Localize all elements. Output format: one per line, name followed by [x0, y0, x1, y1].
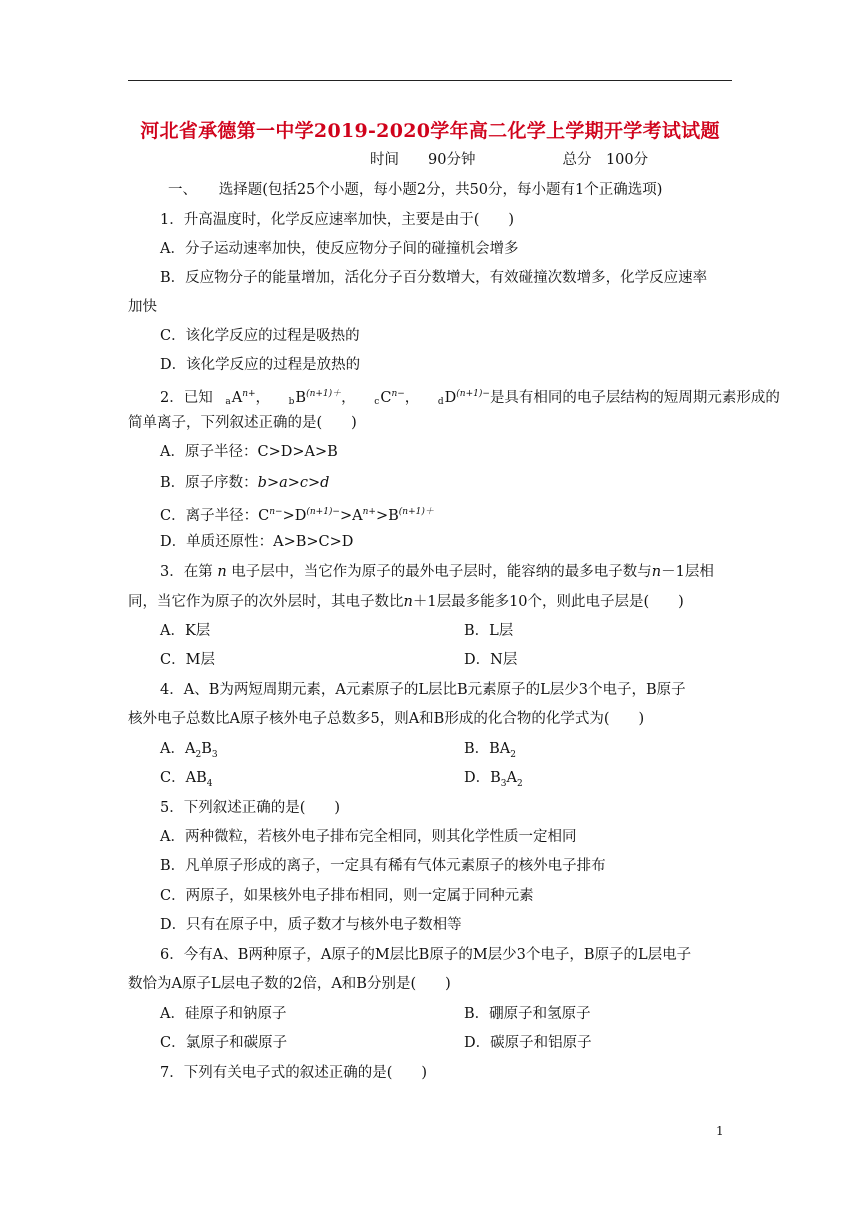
- q3-option-a: A．K层: [160, 623, 211, 639]
- q5-option-b: B．凡单原子形成的离子，一定具有稀有气体元素原子的核外电子排布: [160, 858, 606, 874]
- q1-option-d: D．该化学反应的过程是放热的: [160, 357, 361, 373]
- q4-option-b: B．$BA_2$: [464, 741, 517, 760]
- q1-option-b-cont: 加快: [128, 299, 157, 315]
- q4-stem-cont: 核外电子总数比A原子核外电子总数多5，则A和B形成的化合物的化学式为( ): [128, 711, 645, 727]
- q4-option-d: D．$B_3A_2$: [464, 770, 523, 789]
- q1-option-a: A．分子运动速率加快，使反应物分子间的碰撞机会增多: [160, 241, 519, 257]
- q6-option-d: D．碳原子和铝原子: [464, 1035, 592, 1051]
- q4-stem: 4．A、B为两短周期元素，A元素原子的L层比B元素原子的L层少3个电子，B原子: [160, 682, 686, 698]
- q5-option-a: A．两种微粒，若核外电子排布完全相同，则其化学性质一定相同: [160, 829, 577, 845]
- q4-option-a: A．$A_2B_3$: [160, 741, 218, 760]
- q1-option-c: C．该化学反应的过程是吸热的: [160, 328, 360, 344]
- q7-stem: 7．下列有关电子式的叙述正确的是( ): [160, 1065, 428, 1081]
- q4-option-c: C．$AB_4$: [160, 770, 213, 789]
- q2-option-c: C．离子半径：$C^{n-}>D^{(n+1)-}>A^{n+}>B^{(n+1)+}$: [160, 507, 434, 524]
- q1-option-b: B．反应物分子的能量增加，活化分子百分数增大，有效碰撞次数增多，化学反应速率: [160, 270, 708, 286]
- q2-option-d: D．单质还原性：A>B>C>D: [160, 534, 354, 550]
- exam-meta: 时间 90分钟 总分 100分: [370, 152, 649, 168]
- q5-option-c: C．两原子，如果核外电子排布相同，则一定属于同种元素: [160, 888, 534, 904]
- q6-stem-cont: 数恰为A原子L层电子数的2倍，A和B分别是( ): [128, 976, 451, 992]
- page-number: 1: [716, 1124, 724, 1138]
- q3-stem-cont: 同，当它作为原子的次外层时，其电子数比n＋1层最多能多10个，则此电子层是( ): [128, 594, 684, 610]
- q3-stem: 3．在第 n 电子层中，当它作为原子的最外电子层时，能容纳的最多电子数与n－1层相: [160, 564, 714, 580]
- q3-option-b: B．L层: [464, 623, 514, 639]
- q2-option-a: A．原子半径：C>D>A>B: [160, 444, 338, 460]
- q6-stem: 6．今有A、B两种原子，A原子的M层比B原子的M层少3个电子，B原子的L层电子: [160, 947, 692, 963]
- q1-stem: 1．升高温度时，化学反应速率加快，主要是由于( ): [160, 212, 515, 228]
- q2-option-b: B．原子序数：b>a>c>d: [160, 475, 330, 491]
- q3-option-c: C．M层: [160, 652, 215, 668]
- page-title: 河北省承德第一中学2019-2020学年高二化学上学期开学考试试题: [140, 120, 720, 142]
- q6-option-a: A．硅原子和钠原子: [160, 1006, 287, 1022]
- q2-stem-cont: 简单离子，下列叙述正确的是( ): [128, 415, 357, 431]
- q5-option-d: D．只有在原子中，质子数才与核外电子数相等: [160, 917, 462, 933]
- section-heading: 一、 选择题(包括25个小题，每小题2分，共50分，每小题有1个正确选项): [168, 182, 663, 198]
- q6-option-c: C．氯原子和碳原子: [160, 1035, 288, 1051]
- header-rule: [128, 80, 732, 81]
- q6-option-b: B．硼原子和氢原子: [464, 1006, 591, 1022]
- q3-option-d: D．N层: [464, 652, 518, 668]
- q5-stem: 5．下列叙述正确的是( ): [160, 800, 341, 816]
- q2-stem: 2．已知 $aA^{n+}$， $bB^{(n+1)+}$， $cC^{n-}$， $dD^{(n+1)-}$是具有相同的电子层结构的短周期元素形成的: [160, 389, 780, 407]
